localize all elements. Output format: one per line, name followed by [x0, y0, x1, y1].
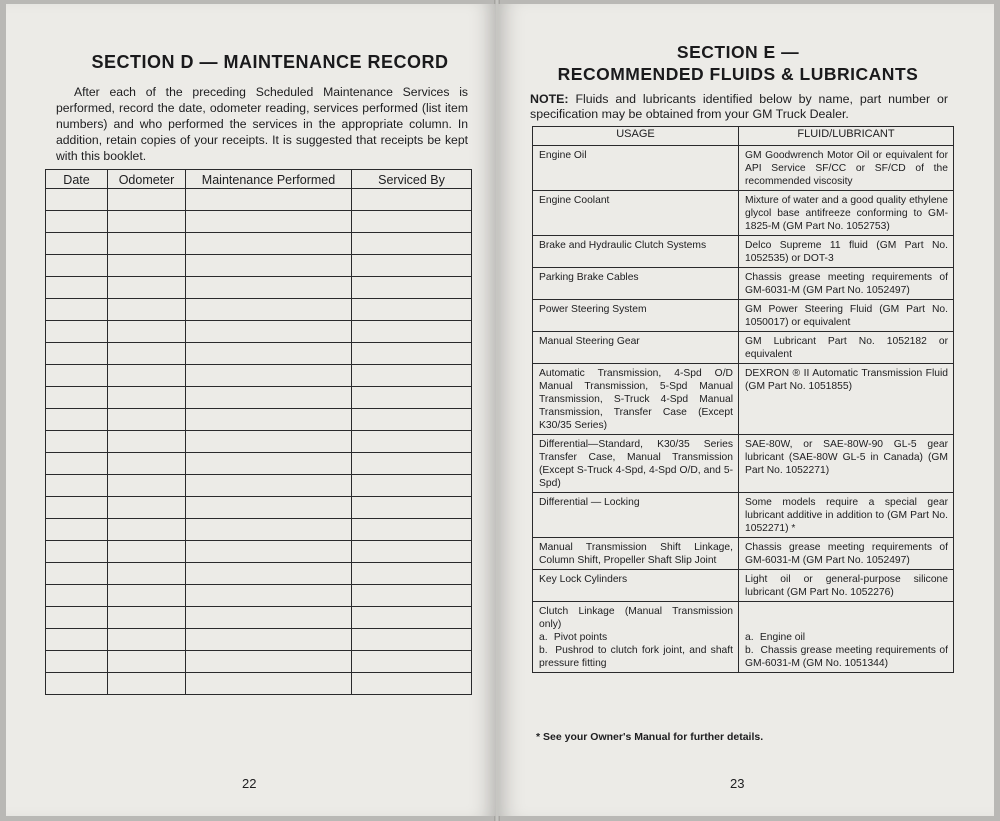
- note-label: NOTE:: [530, 92, 569, 106]
- right-page: [498, 4, 994, 816]
- maintenance-cell: [186, 585, 352, 607]
- table-row: [46, 431, 472, 453]
- header-fluid-lubricant: FLUID/LUBRICANT: [739, 127, 954, 146]
- clutch-usage-a: [539, 631, 733, 644]
- table-row: [46, 387, 472, 409]
- note-paragraph: [530, 92, 948, 122]
- note-text: Fluids and lubricants identified below by name, part number or specification may be obtained from your GM Truck Dealer.: [530, 92, 948, 121]
- table-row: [46, 607, 472, 629]
- maintenance-record-table: [45, 169, 472, 695]
- fluid-cell: Mixture of water and a good quality ethylene glycol base antifreeze conforming to GM-1825-M (GM Part No. 1052753): [739, 191, 954, 236]
- table-row: [533, 300, 954, 332]
- fluid-cell: [739, 602, 954, 673]
- table-row: [46, 409, 472, 431]
- serviced-by-cell: [352, 673, 472, 695]
- table-row: [533, 191, 954, 236]
- date-cell: [46, 387, 108, 409]
- odometer-cell: [108, 629, 186, 651]
- table-row: [46, 629, 472, 651]
- serviced-by-cell: [352, 563, 472, 585]
- section-e-title: [528, 41, 948, 85]
- serviced-by-cell: [352, 277, 472, 299]
- item-label: b.: [539, 645, 548, 656]
- clutch-usage-main: Clutch Linkage (Manual Transmission only): [539, 606, 733, 630]
- table-row: [46, 233, 472, 255]
- maintenance-cell: [186, 299, 352, 321]
- maintenance-cell: [186, 365, 352, 387]
- date-cell: [46, 321, 108, 343]
- odometer-cell: [108, 299, 186, 321]
- serviced-by-cell: [352, 365, 472, 387]
- odometer-cell: [108, 431, 186, 453]
- item-label: a.: [745, 632, 754, 643]
- odometer-cell: [108, 409, 186, 431]
- maintenance-cell: [186, 607, 352, 629]
- table-row: [533, 332, 954, 364]
- date-cell: [46, 189, 108, 211]
- odometer-cell: [108, 673, 186, 695]
- maintenance-cell: [186, 673, 352, 695]
- odometer-cell: [108, 453, 186, 475]
- table-row: [533, 236, 954, 268]
- fluid-cell: GM Power Steering Fluid (GM Part No. 1050017) or equivalent: [739, 300, 954, 332]
- table-row: [46, 673, 472, 695]
- table-row: [533, 146, 954, 191]
- fluids-table-body: [533, 146, 954, 602]
- clutch-fluid-b: [745, 644, 948, 670]
- table-row: [46, 519, 472, 541]
- serviced-by-cell: [352, 189, 472, 211]
- table-row: [533, 602, 954, 673]
- maintenance-cell: [186, 519, 352, 541]
- odometer-cell: [108, 475, 186, 497]
- maintenance-cell: [186, 233, 352, 255]
- serviced-by-cell: [352, 343, 472, 365]
- maintenance-cell: [186, 497, 352, 519]
- date-cell: [46, 431, 108, 453]
- odometer-cell: [108, 651, 186, 673]
- usage-cell: Power Steering System: [533, 300, 739, 332]
- usage-cell: [533, 602, 739, 673]
- clutch-fluid-a: [745, 631, 948, 644]
- page-number: 22: [242, 776, 257, 791]
- header-serviced-by: Serviced By: [352, 170, 472, 189]
- maintenance-cell: [186, 321, 352, 343]
- date-cell: [46, 651, 108, 673]
- usage-cell: Parking Brake Cables: [533, 268, 739, 300]
- usage-cell: Engine Coolant: [533, 191, 739, 236]
- maintenance-cell: [186, 453, 352, 475]
- fluid-cell: GM Goodwrench Motor Oil or equivalent for API Service SF/CC or SF/CD of the recommended viscosity: [739, 146, 954, 191]
- fluid-cell: Chassis grease meeting requirements of GM-6031-M (GM Part No. 1052497): [739, 268, 954, 300]
- maintenance-record-body: [46, 189, 472, 695]
- table-row: [533, 268, 954, 300]
- table-row: [46, 541, 472, 563]
- odometer-cell: [108, 365, 186, 387]
- usage-cell: Automatic Transmission, 4-Spd O/D Manual Transmission, 5-Spd Manual Transmission, S-Truck 4-Spd Manual Transmission, Transfer Case (Except K30/35 Series): [533, 364, 739, 435]
- serviced-by-cell: [352, 585, 472, 607]
- table-row: [533, 435, 954, 493]
- item-text: Engine oil: [759, 632, 806, 643]
- item-text: Pushrod to clutch fork joint, and shaft pressure fitting: [539, 645, 733, 669]
- date-cell: [46, 343, 108, 365]
- fluid-cell: DEXRON ® II Automatic Transmission Fluid (GM Part No. 1051855): [739, 364, 954, 435]
- serviced-by-cell: [352, 431, 472, 453]
- odometer-cell: [108, 585, 186, 607]
- table-row: [46, 585, 472, 607]
- date-cell: [46, 211, 108, 233]
- odometer-cell: [108, 255, 186, 277]
- table-row: [46, 277, 472, 299]
- header-odometer: Odometer: [108, 170, 186, 189]
- maintenance-cell: [186, 211, 352, 233]
- odometer-cell: [108, 387, 186, 409]
- item-label: a.: [539, 632, 548, 643]
- odometer-cell: [108, 563, 186, 585]
- date-cell: [46, 607, 108, 629]
- maintenance-cell: [186, 563, 352, 585]
- maintenance-cell: [186, 651, 352, 673]
- section-e-title-line2: RECOMMENDED FLUIDS & LUBRICANTS: [557, 64, 919, 84]
- table-row: [46, 365, 472, 387]
- odometer-cell: [108, 277, 186, 299]
- table-row: [46, 563, 472, 585]
- table-row: [533, 538, 954, 570]
- serviced-by-cell: [352, 607, 472, 629]
- usage-cell: Engine Oil: [533, 146, 739, 191]
- clutch-linkage-section: [533, 602, 954, 673]
- date-cell: [46, 497, 108, 519]
- maintenance-cell: [186, 475, 352, 497]
- fluid-cell: GM Lubricant Part No. 1052182 or equivalent: [739, 332, 954, 364]
- table-row: [46, 475, 472, 497]
- table-row: [46, 453, 472, 475]
- table-row: [46, 497, 472, 519]
- serviced-by-cell: [352, 475, 472, 497]
- serviced-by-cell: [352, 409, 472, 431]
- table-row: [533, 570, 954, 602]
- usage-cell: Manual Steering Gear: [533, 332, 739, 364]
- date-cell: [46, 585, 108, 607]
- header-date: Date: [46, 170, 108, 189]
- usage-cell: Manual Transmission Shift Linkage, Column Shift, Propeller Shaft Slip Joint: [533, 538, 739, 570]
- section-d-title: SECTION D — MAINTENANCE RECORD: [91, 52, 449, 72]
- odometer-cell: [108, 607, 186, 629]
- table-row: [533, 493, 954, 538]
- usage-cell: Key Lock Cylinders: [533, 570, 739, 602]
- clutch-usage-b: [539, 644, 733, 670]
- maintenance-cell: [186, 189, 352, 211]
- serviced-by-cell: [352, 321, 472, 343]
- page-number: 23: [730, 776, 745, 791]
- maintenance-cell: [186, 409, 352, 431]
- date-cell: [46, 629, 108, 651]
- date-cell: [46, 299, 108, 321]
- date-cell: [46, 519, 108, 541]
- serviced-by-cell: [352, 497, 472, 519]
- table-row: [46, 651, 472, 673]
- table-row: [46, 321, 472, 343]
- fluid-cell: Delco Supreme 11 fluid (GM Part No. 1052535) or DOT-3: [739, 236, 954, 268]
- header-maintenance-performed: Maintenance Performed: [186, 170, 352, 189]
- serviced-by-cell: [352, 541, 472, 563]
- serviced-by-cell: [352, 519, 472, 541]
- serviced-by-cell: [352, 255, 472, 277]
- table-row: [46, 343, 472, 365]
- odometer-cell: [108, 233, 186, 255]
- maintenance-cell: [186, 343, 352, 365]
- odometer-cell: [108, 321, 186, 343]
- serviced-by-cell: [352, 651, 472, 673]
- table-row: [46, 255, 472, 277]
- item-text: Chassis grease meeting requirements of GM-6031-M (GM No. 1051344): [745, 645, 948, 669]
- table-row: [533, 364, 954, 435]
- fluid-cell: SAE-80W, or SAE-80W-90 GL-5 gear lubricant (SAE-80W GL-5 in Canada) (GM Part No. 1052271): [739, 435, 954, 493]
- usage-cell: Differential—Standard, K30/35 Series Transfer Case, Manual Transmission (Except S-Truck 4-Spd, 4-Spd O/D, and 5-Spd): [533, 435, 739, 493]
- date-cell: [46, 453, 108, 475]
- serviced-by-cell: [352, 299, 472, 321]
- maintenance-cell: [186, 387, 352, 409]
- header-usage: USAGE: [533, 127, 739, 146]
- odometer-cell: [108, 541, 186, 563]
- item-text: Pivot points: [553, 632, 608, 643]
- date-cell: [46, 475, 108, 497]
- maintenance-cell: [186, 431, 352, 453]
- date-cell: [46, 563, 108, 585]
- date-cell: [46, 255, 108, 277]
- table-row: [46, 189, 472, 211]
- fluid-cell: Light oil or general-purpose silicone lubricant (GM Part No. 1052276): [739, 570, 954, 602]
- odometer-cell: [108, 343, 186, 365]
- maintenance-cell: [186, 255, 352, 277]
- table-row: [46, 211, 472, 233]
- serviced-by-cell: [352, 629, 472, 651]
- table-row: [46, 299, 472, 321]
- date-cell: [46, 365, 108, 387]
- odometer-cell: [108, 519, 186, 541]
- left-page: [6, 4, 496, 816]
- fluid-cell: Some models require a special gear lubricant additive in addition to (GM Part No. 1052271) *: [739, 493, 954, 538]
- serviced-by-cell: [352, 211, 472, 233]
- date-cell: [46, 277, 108, 299]
- maintenance-cell: [186, 541, 352, 563]
- fluid-cell: Chassis grease meeting requirements of GM-6031-M (GM Part No. 1052497): [739, 538, 954, 570]
- usage-cell: Brake and Hydraulic Clutch Systems: [533, 236, 739, 268]
- date-cell: [46, 233, 108, 255]
- maintenance-cell: [186, 277, 352, 299]
- serviced-by-cell: [352, 233, 472, 255]
- section-e-title-line1: SECTION E —: [676, 42, 800, 62]
- serviced-by-cell: [352, 453, 472, 475]
- odometer-cell: [108, 189, 186, 211]
- usage-cell: Differential — Locking: [533, 493, 739, 538]
- serviced-by-cell: [352, 387, 472, 409]
- fluids-lubricants-table: [532, 126, 954, 673]
- footnote: * See your Owner's Manual for further details.: [536, 731, 764, 743]
- maintenance-cell: [186, 629, 352, 651]
- date-cell: [46, 409, 108, 431]
- odometer-cell: [108, 211, 186, 233]
- date-cell: [46, 673, 108, 695]
- date-cell: [46, 541, 108, 563]
- odometer-cell: [108, 497, 186, 519]
- section-d-intro: After each of the preceding Scheduled Maintenance Services is performed, record the date, odometer reading, services performed (list item numbers) and who performed the services in the appropriate column. In addition, retain copies of your receipts. It is suggested that receipts be kept with this booklet.: [56, 85, 468, 163]
- item-label: b.: [745, 645, 754, 656]
